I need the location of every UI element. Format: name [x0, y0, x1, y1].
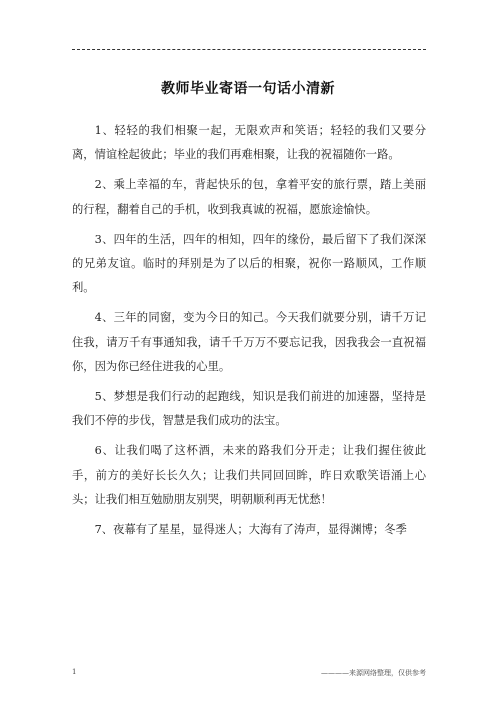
page-footer: [72, 668, 426, 682]
paragraph-6: 6、让我们喝了这杯酒，未来的路我们分开走；让我们握住彼此手，前方的美好长长久久；让我们共同回回眸，昨日欢歌笑语涌上心头；让我们相互勉励朋友别哭，明朝顺利再无忧愁！: [72, 444, 426, 506]
header-dashed-rule: [72, 38, 426, 50]
paragraph-2: 2、乘上幸福的车，背起快乐的包，拿着平安的旅行票，踏上美丽的行程，翻着自己的手机，收到我真诚的祝福，愿旅途愉快。: [72, 178, 426, 216]
paragraph-5: 5、梦想是我们行动的起跑线，知识是我们前进的加速器，坚持是我们不停的步伐，智慧是我们成功的法宝。: [72, 390, 426, 428]
footer-source-note: ————来源网络整理，仅供参考: [321, 669, 426, 677]
page-number: 1: [72, 668, 77, 676]
paragraph-7: 7、夜幕有了星星，显得迷人；大海有了涛声，显得渊博；冬季: [94, 523, 407, 537]
document-body: [72, 119, 426, 548]
paragraph-1: 1、轻轻的我们相聚一起，无限欢声和笑语；轻轻的我们又要分离，情谊栓起彼此；毕业的我们再难相聚，让我的祝福随你一路。: [72, 124, 426, 162]
paragraph-3: 3、四年的生活，四年的相知，四年的缘份，最后留下了我们深深的兄弟友谊。临时的拜别是为了以后的相聚，祝你一路顺风，工作顺利。: [72, 232, 426, 295]
paragraph-4: 4、三年的同窗，变为今日的知己。今天我们就要分别，请千万记住我，请万千有事通知我，请千千万万不要忘记我，因我我会一直祝福你，因为你已经住进我的心里。: [72, 311, 426, 373]
document-title: 教师毕业寄语一句话小清新: [161, 81, 335, 97]
